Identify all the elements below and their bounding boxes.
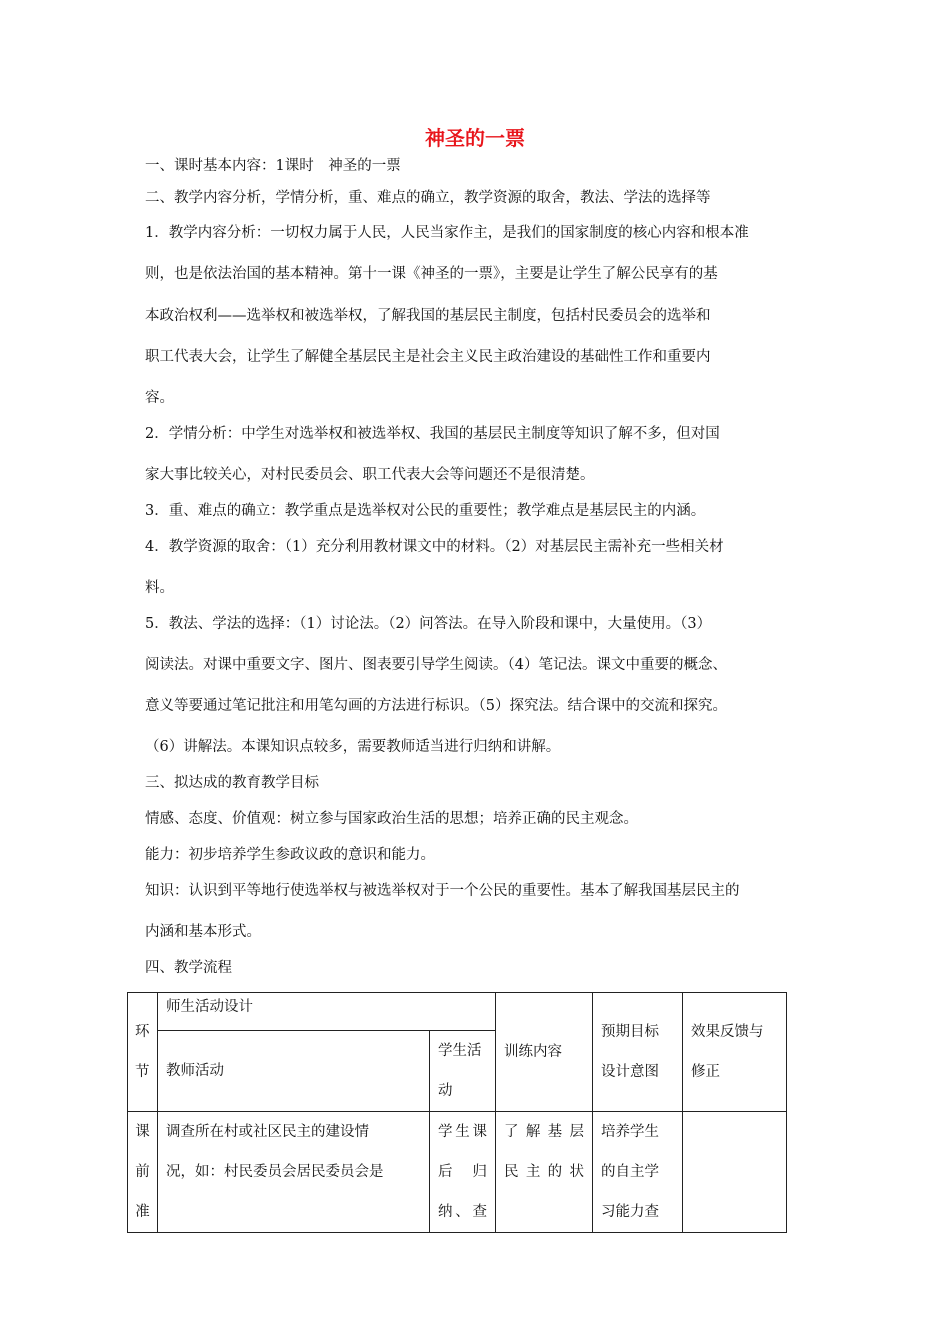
- row-expected-goal: 培养学生 的自主学 习能力查: [593, 1112, 683, 1233]
- section-3-heading: 三、拟达成的教育教学目标: [145, 775, 319, 791]
- header-training-content: 训练内容: [496, 993, 593, 1112]
- teaching-flow-table: [127, 992, 787, 1233]
- paragraph-5-line-2: 阅读法。对课中重要文字、图片、图表要引导学生阅读。（4）笔记法。课文中重要的概念、: [145, 657, 727, 673]
- paragraph-3-line-1: 3．重、难点的确立：教学重点是选举权对公民的重要性；教学难点是基层民主的内涵。: [145, 503, 706, 519]
- section-2-heading: 二、教学内容分析，学情分析，重、难点的确立，教学资源的取舍，教法、学法的选择等: [145, 190, 711, 206]
- paragraph-2-line-2: 家大事比较关心，对村民委员会、职工代表大会等问题还不是很清楚。: [145, 467, 595, 483]
- paragraph-5-line-3: 意义等要通过笔记批注和用笔勾画的方法进行标识。（5）探究法。结合课中的交流和探究。: [145, 698, 727, 714]
- row-teacher-activity: 调查所在村或社区民主的建设情 况，如：村民委员会居民委员会是: [158, 1112, 430, 1233]
- section-4-heading: 四、教学流程: [145, 960, 232, 976]
- header-stage: 环 节: [128, 993, 158, 1112]
- paragraph-1-line-4: 职工代表大会，让学生了解健全基层民主是社会主义民主政治建设的基础性工作和重要内: [145, 349, 711, 365]
- row-feedback: [683, 1112, 787, 1233]
- paragraph-4-line-2: 料。: [145, 580, 174, 596]
- paragraph-2-line-1: 2．学情分析：中学生对选举权和被选举权、我国的基层民主制度等知识了解不多，但对国: [145, 426, 720, 442]
- table-row: [128, 1112, 787, 1233]
- header-teacher-activity: 教师活动: [158, 1031, 430, 1112]
- header-feedback: 效果反馈与 修正: [683, 993, 787, 1112]
- header-activity-design: 师生活动设计: [158, 993, 496, 1031]
- goal-knowledge-line-2: 内涵和基本形式。: [145, 924, 261, 940]
- paragraph-1-line-5: 容。: [145, 390, 174, 406]
- paragraph-1-line-2: 则，也是依法治国的基本精神。第十一课《神圣的一票》，主要是让学生了解公民享有的基: [145, 266, 718, 282]
- paragraph-1-line-1: 1．教学内容分析：一切权力属于人民，人民当家作主，是我们的国家制度的核心内容和根本准: [145, 225, 749, 241]
- paragraph-1-line-3: 本政治权利——选举权和被选举权，了解我国的基层民主制度，包括村民委员会的选举和: [145, 308, 711, 324]
- goal-knowledge-line-1: 知识：认识到平等地行使选举权与被选举权对于一个公民的重要性。基本了解我国基层民主的: [145, 883, 740, 899]
- row-stage: 课 前 准: [128, 1112, 158, 1233]
- section-1-heading: 一、课时基本内容：1课时 神圣的一票: [145, 158, 401, 174]
- goal-ability: 能力：初步培养学生参政议政的意识和能力。: [145, 847, 435, 863]
- document-title: 神圣的一票: [425, 126, 525, 150]
- row-student-activity: 学生课 后 归 纳、查: [430, 1112, 496, 1233]
- header-expected-goal: 预期目标 设计意图: [593, 993, 683, 1112]
- goal-attitude: 情感、态度、价值观：树立参与国家政治生活的思想；培养正确的民主观念。: [145, 811, 638, 827]
- header-student-activity: 学生活 动: [430, 1031, 496, 1112]
- paragraph-5-line-4: （6）讲解法。本课知识点较多，需要教师适当进行归纳和讲解。: [145, 739, 561, 755]
- paragraph-4-line-1: 4．教学资源的取舍：（1）充分利用教材课文中的材料。（2）对基层民主需补充一些相关材: [145, 539, 724, 555]
- paragraph-5-line-1: 5．教法、学法的选择：（1）讨论法。（2）问答法。在导入阶段和课中，大量使用。（3）: [145, 616, 712, 632]
- row-training-content: 了解基层 民主的状: [496, 1112, 593, 1233]
